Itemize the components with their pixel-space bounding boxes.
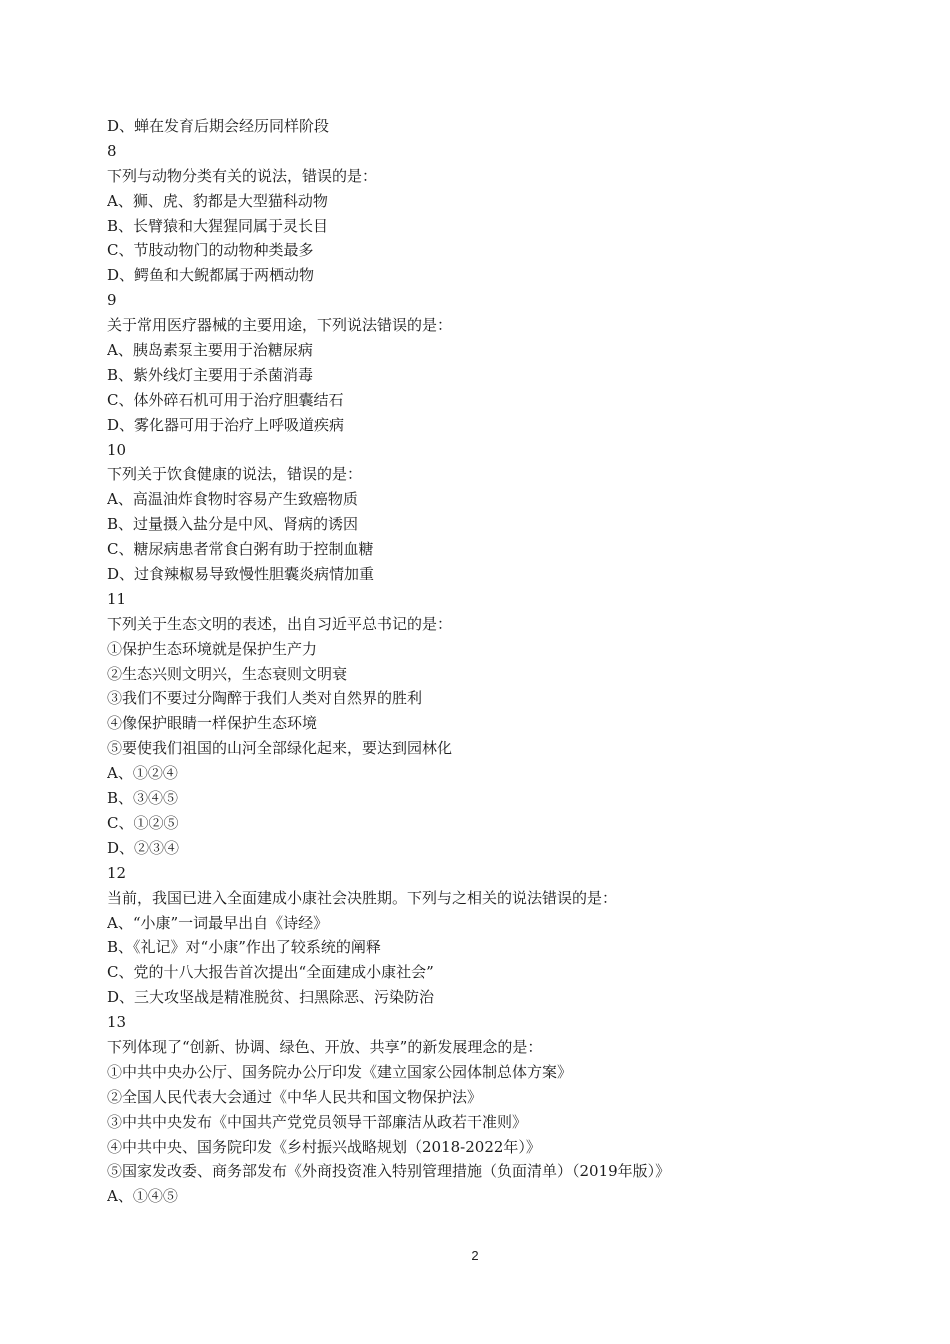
question-stem: 当前，我国已进入全面建成小康社会决胜期。下列与之相关的说法错误的是： (107, 888, 618, 907)
answer-option: C、糖尿病患者常食白粥有助于控制血糖 (107, 540, 374, 559)
answer-option: C、党的十八大报告首次提出“全面建成小康社会” (107, 963, 434, 982)
page-content (107, 114, 907, 1209)
answer-option: D、过食辣椒易导致慢性胆囊炎病情加重 (107, 565, 375, 584)
answer-option: B、紫外线灯主要用于杀菌消毒 (107, 365, 314, 384)
answer-option: A、①④⑤ (107, 1187, 178, 1206)
question-number: 12 (107, 863, 127, 882)
answer-option: B、③④⑤ (107, 789, 179, 808)
question-stem: 下列体现了“创新、协调、绿色、开放、共享”的新发展理念的是： (107, 1037, 543, 1056)
statement-item: ③中共中央发布《中国共产党党员领导干部廉洁从政若干准则》 (107, 1112, 528, 1131)
answer-option: A、胰岛素泵主要用于治糖尿病 (107, 341, 313, 360)
statement-item: ①中共中央办公厅、国务院办公厅印发《建立国家公园体制总体方案》 (107, 1062, 573, 1081)
answer-option: D、雾化器可用于治疗上呼吸道疾病 (107, 415, 345, 434)
answer-option: C、节肢动物门的动物种类最多 (107, 241, 314, 260)
question-number: 9 (107, 291, 117, 310)
answer-option: A、狮、虎、豹都是大型猫科动物 (107, 191, 328, 210)
question-number: 13 (107, 1013, 127, 1032)
statement-item: ④中共中央、国务院印发《乡村振兴战略规划（2018-2022年）》 (107, 1137, 541, 1156)
statement-item: ④像保护眼睛一样保护生态环境 (107, 714, 318, 733)
question-stem: 下列关于饮食健康的说法，错误的是： (107, 465, 363, 484)
answer-option: D、三大攻坚战是精准脱贫、扫黑除恶、污染防治 (107, 988, 435, 1007)
answer-option: A、①②④ (107, 764, 178, 783)
answer-option: D、②③④ (107, 838, 180, 857)
answer-option: B、过量摄入盐分是中风、肾病的诱因 (107, 515, 359, 534)
answer-option: B、《礼记》对“小康”作出了较系统的阐释 (107, 938, 381, 957)
question-number: 10 (107, 440, 127, 459)
page-number: 2 (471, 1248, 479, 1263)
question-stem: 下列关于生态文明的表述，出自习近平总书记的是： (107, 614, 453, 633)
answer-option: B、长臂猿和大猩猩同属于灵长目 (107, 216, 329, 235)
answer-option: A、高温油炸食物时容易产生致癌物质 (107, 490, 358, 509)
statement-item: ⑤要使我们祖国的山河全部绿化起来，要达到园林化 (107, 739, 453, 758)
question-number: 8 (107, 141, 117, 160)
answer-option: C、体外碎石机可用于治疗胆囊结石 (107, 390, 344, 409)
statement-item: ②全国人民代表大会通过《中华人民共和国文物保护法》 (107, 1087, 483, 1106)
answer-option: D、鳄鱼和大鲵都属于两栖动物 (107, 266, 315, 285)
answer-option: A、“小康”一词最早出自《诗经》 (107, 913, 329, 932)
statement-item: ②生态兴则文明兴，生态衰则文明衰 (107, 664, 348, 683)
statement-item: ⑤国家发改委、商务部发布《外商投资准入特别管理措施（负面清单）（2019年版）》 (107, 1162, 671, 1181)
statement-item: ③我们不要过分陶醉于我们人类对自然界的胜利 (107, 689, 423, 708)
text-line: D、蝉在发育后期会经历同样阶段 (107, 117, 330, 135)
answer-option: C、①②⑤ (107, 813, 179, 832)
question-stem: 关于常用医疗器械的主要用途，下列说法错误的是： (107, 316, 453, 335)
question-number: 11 (107, 589, 127, 608)
question-stem: 下列与动物分类有关的说法，错误的是： (107, 166, 378, 185)
statement-item: ①保护生态环境就是保护生产力 (107, 639, 318, 658)
